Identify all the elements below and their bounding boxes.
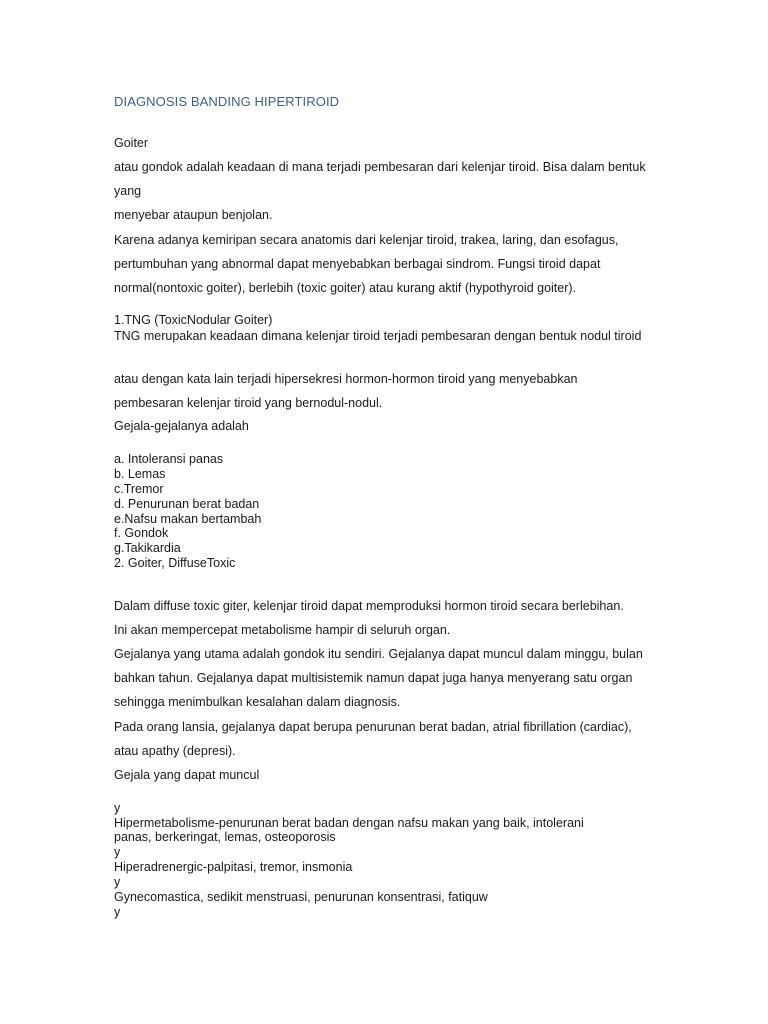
list-item: d. Penurunan berat badan: [114, 497, 260, 511]
paragraph-line: Dalam diffuse toxic giter, kelenjar tiroid dapat memproduksi hormon tiroid secara berlebihan.: [114, 599, 624, 613]
paragraph-line: atau apathy (depresi).: [114, 744, 236, 758]
bullet-marker: y: [114, 845, 121, 859]
paragraph-line: Gejalanya yang utama adalah gondok itu sendiri. Gejalanya dapat muncul dalam minggu, bulan: [114, 647, 643, 661]
paragraph-line: pertumbuhan yang abnormal dapat menyebabkan berbagai sindrom. Fungsi tiroid dapat: [114, 257, 601, 271]
document-title: DIAGNOSIS BANDING HIPERTIROID: [114, 94, 340, 109]
paragraph-line: normal(nontoxic goiter), berlebih (toxic goiter) atau kurang aktif (hypothyroid goiter).: [114, 281, 577, 295]
list-item: a. Intoleransi panas: [114, 452, 224, 466]
list-item: g.Takikardia: [114, 541, 181, 555]
paragraph-line: Ini akan mempercepat metabolisme hampir di seluruh organ.: [114, 623, 451, 637]
goiter-heading: Goiter: [114, 136, 149, 150]
tng-heading: 1.TNG (ToxicNodular Goiter): [114, 313, 273, 327]
paragraph-line: pembesaran kelenjar tiroid yang bernodul-nodul.: [114, 396, 383, 410]
paragraph-line: menyebar ataupun benjolan.: [114, 208, 273, 222]
paragraph-line: atau gondok adalah keadaan di mana terjadi pembesaran dari kelenjar tiroid. Bisa dalam bentuk: [114, 160, 646, 174]
list-item: 2. Goiter, DiffuseToxic: [114, 556, 236, 570]
list-item: Gynecomastica, sedikit menstruasi, penurunan konsentrasi, fatiquw: [114, 890, 488, 904]
bullet-marker: y: [114, 905, 121, 919]
list-item: b. Lemas: [114, 467, 166, 481]
list-item: c.Tremor: [114, 482, 164, 496]
paragraph-line: Pada orang lansia, gejalanya dapat berupa penurunan berat badan, atrial fibrillation (cardiac),: [114, 720, 632, 734]
paragraph-line: Gejala yang dapat muncul: [114, 768, 260, 782]
paragraph-line: yang: [114, 184, 142, 198]
list-item: f. Gondok: [114, 526, 169, 540]
paragraph-line: Gejala-gejalanya adalah: [114, 419, 249, 433]
bullet-marker: y: [114, 801, 121, 815]
list-item: Hiperadrenergic-palpitasi, tremor, insmonia: [114, 860, 353, 874]
paragraph-line: sehingga menimbulkan kesalahan dalam diagnosis.: [114, 695, 401, 709]
paragraph-line: atau dengan kata lain terjadi hipersekresi hormon-hormon tiroid yang menyebabkan: [114, 372, 578, 386]
list-item: Hipermetabolisme-penurunan berat badan dengan nafsu makan yang baik, intolerani: [114, 816, 584, 830]
paragraph-line: TNG merupakan keadaan dimana kelenjar tiroid terjadi pembesaran dengan bentuk nodul tiroid: [114, 329, 642, 343]
paragraph-line: Karena adanya kemiripan secara anatomis dari kelenjar tiroid, trakea, laring, dan esofagus,: [114, 233, 619, 247]
list-item: e.Nafsu makan bertambah: [114, 512, 262, 526]
list-item: panas, berkeringat, lemas, osteoporosis: [114, 830, 336, 844]
bullet-marker: y: [114, 875, 121, 889]
paragraph-line: bahkan tahun. Gejalanya dapat multisistemik namun dapat juga hanya menyerang satu organ: [114, 671, 633, 685]
